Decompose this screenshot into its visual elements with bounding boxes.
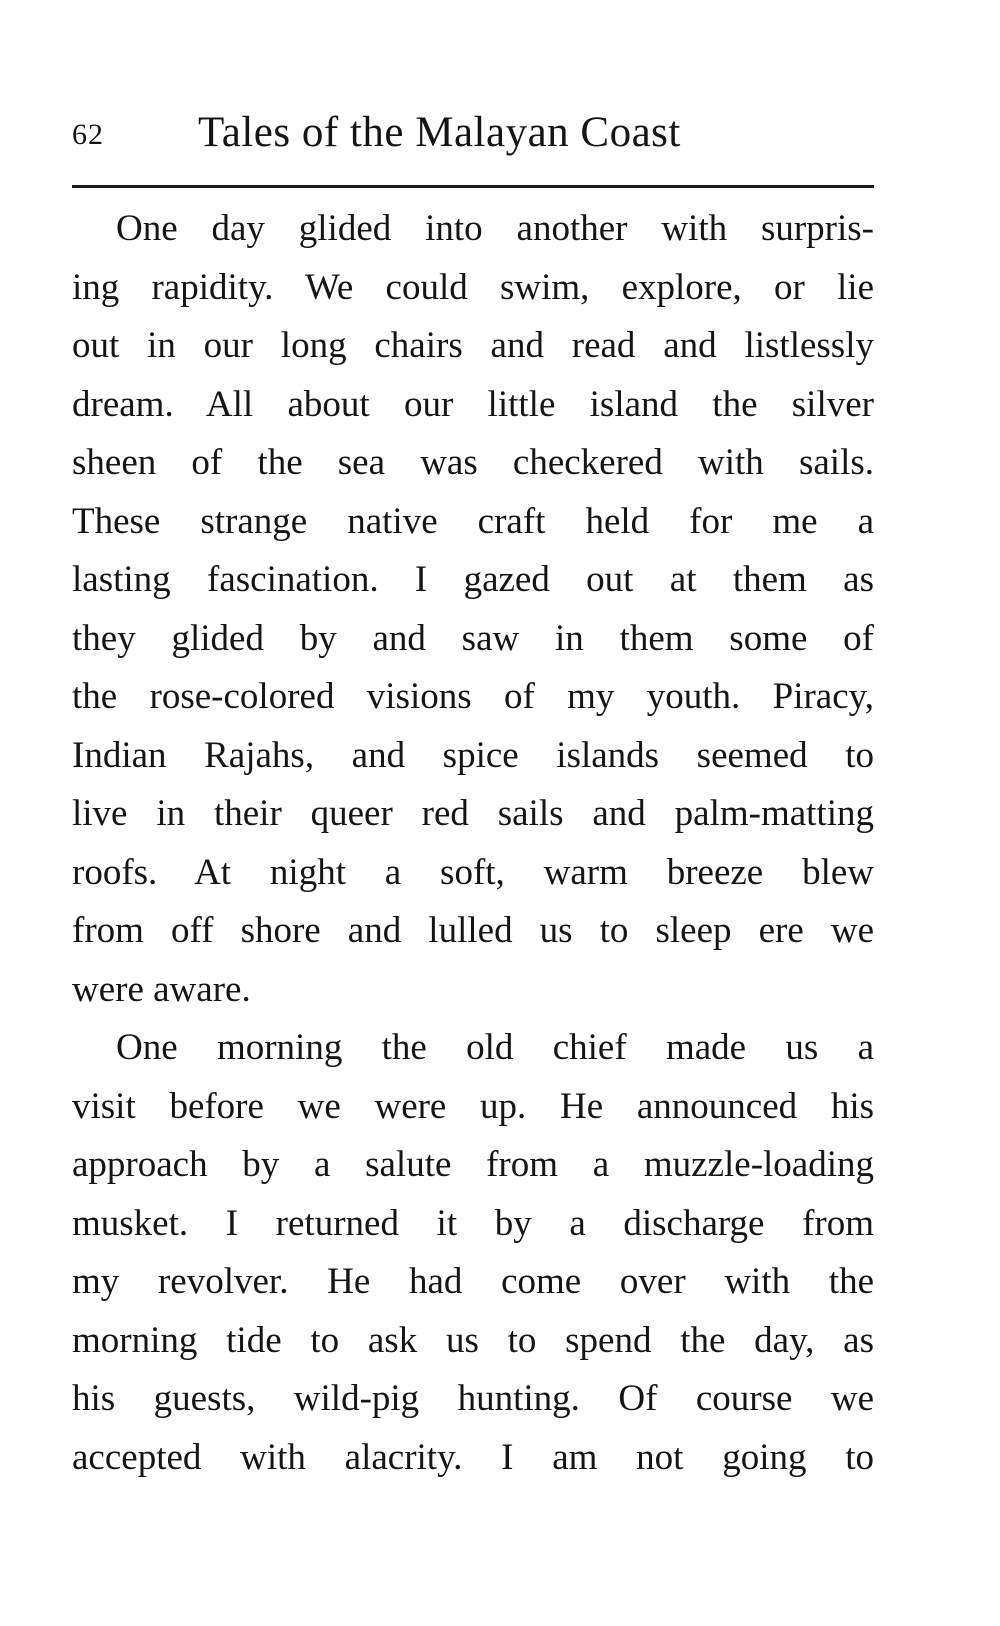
text-line: from off shore and lulled us to sleep ere we [72,910,874,951]
book-title: Tales of the Malayan Coast [198,109,681,156]
text-line: the rose-colored visions of my youth. Piracy, [72,676,874,717]
text-line: my revolver. He had come over with the [72,1261,874,1302]
body-text [72,200,874,1487]
text-line: ing rapidity. We could swim, explore, or lie [72,266,874,308]
text-line: accepted with alacrity. I am not going to [72,1436,874,1478]
text-line: approach by a salute from a muzzle-loading [72,1144,874,1185]
text-line: musket. I returned it by a discharge from [72,1202,874,1244]
text-line: were aware. [72,968,251,1010]
header-rule [72,185,874,188]
text-line: out in our long chairs and read and listlessly [72,325,874,366]
text-line: live in their queer red sails and palm-matting [72,793,874,834]
page-number: 62 [72,118,104,151]
text-line: These strange native craft held for me a [72,500,874,542]
text-line: morning tide to ask us to spend the day, as [72,1319,874,1361]
paragraph-1 [72,200,874,1019]
text-line: roofs. At night a soft, warm breeze blew [72,851,874,893]
text-line: sheen of the sea was checkered with sails. [72,442,874,483]
text-line: his guests, wild-pig hunting. Of course we [72,1378,874,1419]
paragraph-2 [72,1019,874,1487]
text-line: Indian Rajahs, and spice islands seemed to [72,734,874,776]
running-head [72,108,872,168]
text-line: dream. All about our little island the silver [72,383,874,425]
text-line: One day glided into another with surpris- [116,208,874,249]
text-line: visit before we were up. He announced his [72,1085,874,1127]
text-line: lasting fascination. I gazed out at them as [72,559,874,600]
text-line: they glided by and saw in them some of [72,617,874,659]
text-line: One morning the old chief made us a [116,1027,874,1068]
